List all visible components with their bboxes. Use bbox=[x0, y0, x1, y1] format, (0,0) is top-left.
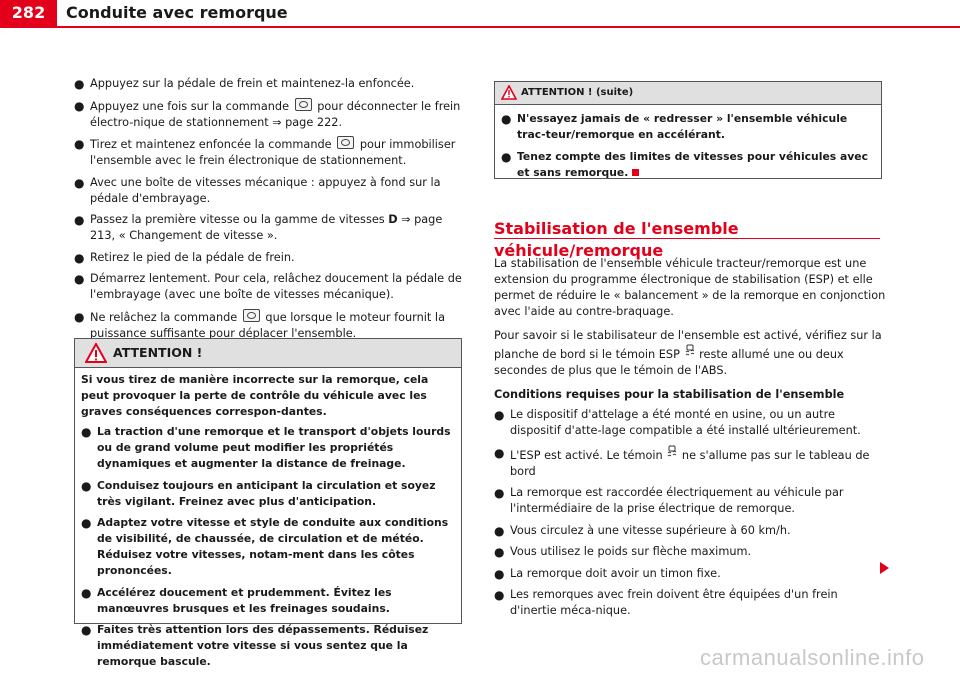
bullet-icon: ● bbox=[74, 175, 85, 190]
section-title: Stabilisation de l'ensemble véhicule/remorque bbox=[494, 219, 739, 260]
warning-triangle-icon bbox=[501, 85, 517, 109]
section-divider bbox=[494, 238, 880, 239]
warning-box bbox=[74, 338, 462, 668]
warning-body bbox=[495, 105, 881, 181]
warning-body bbox=[75, 368, 461, 670]
list-item: ● Vous circulez à une vitesse supérieure à 60 km/h. bbox=[494, 523, 791, 538]
page-number: 282 bbox=[0, 0, 57, 26]
list-item: ● Tenez compte des limites de vitesses pour véhicules avec et sans remorque. bbox=[501, 149, 869, 179]
warning-continued-box bbox=[494, 81, 882, 179]
bullet-icon: ● bbox=[81, 425, 92, 439]
subheading: Conditions requises pour la stabilisation de l'ensemble bbox=[494, 388, 845, 401]
reference-arrow-icon: ⇒ bbox=[272, 115, 282, 129]
warning-header bbox=[75, 339, 461, 368]
list-item: ● La remorque doit avoir un timon fixe. bbox=[494, 566, 721, 581]
esp-warning-light-icon bbox=[684, 344, 696, 361]
list-item: ● L'ESP est activé. Le témoin ne s'allume pas sur le tableau de bord bbox=[494, 445, 870, 478]
bullet-icon: ● bbox=[494, 566, 505, 581]
list-item: ● Vous utilisez le poids sur flèche maximum. bbox=[494, 545, 752, 559]
list-item: ● Retirez le pied de la pédale de frein. bbox=[74, 250, 295, 265]
list-item: ● Les remorques avec frein doivent être équipées d'un frein d'inertie méca-nique. bbox=[494, 588, 838, 617]
bullet-icon: ● bbox=[74, 137, 85, 151]
list-item: ● Tirez et maintenez enfoncée la commande pour immobiliser l'ensemble avec le frein électronique de stationnement. bbox=[74, 137, 456, 167]
list-item: ● Accélérez doucement et prudemment. Évitez les manœuvres brusques et les freinages soudains. bbox=[81, 585, 392, 615]
parking-brake-button-icon bbox=[295, 98, 312, 111]
parking-brake-button-icon bbox=[243, 309, 260, 322]
warning-title: ATTENTION ! bbox=[113, 345, 203, 360]
page-reference-link[interactable]: page 213, « Changement de vitesse ». bbox=[90, 213, 443, 242]
paragraph: La stabilisation de l'ensemble véhicule tracteur/remorque est une extension du programme électronique de stabilisation (ESP) et elle permet de réduire le « balancement » de la remorque en conjonction avec l'aide au contre-braquage. bbox=[494, 257, 886, 318]
bullet-icon: ● bbox=[494, 523, 505, 538]
procedure-steps bbox=[74, 76, 466, 347]
parking-brake-button-icon bbox=[337, 136, 354, 149]
list-item: ● Adaptez votre vitesse et style de conduite aux conditions de visibilité, de chaussée, de circulation et de météo. Réduisez votre vitesses, notam-ment dans les côtes prononcées. bbox=[81, 516, 449, 577]
page-reference-link[interactable]: page 222. bbox=[285, 115, 343, 129]
bullet-icon: ● bbox=[494, 408, 505, 422]
list-item: ● Le dispositif d'attelage a été monté en usine, ou un autre dispositif d'atte-lage compatible a été installé ultérieurement. bbox=[494, 408, 861, 437]
bullet-icon: ● bbox=[81, 623, 92, 637]
watermark: carmanualsonline.info bbox=[700, 645, 925, 670]
bullet-icon: ● bbox=[74, 250, 85, 265]
list-item: ● Faites très attention lors des dépassements. Réduisez immédiatement votre vitesse si vous sentez que la remorque bascule. bbox=[81, 623, 429, 668]
warning-triangle-icon bbox=[85, 343, 107, 373]
warning-title: ATTENTION ! (suite) bbox=[521, 87, 634, 98]
reference-arrow-icon: ⇒ bbox=[401, 213, 411, 226]
list-item: ● Appuyez sur la pédale de frein et maintenez-la enfoncée. bbox=[74, 77, 415, 91]
list-item: ● Avec une boîte de vitesses mécanique : appuyez à fond sur la pédale d'embrayage. bbox=[74, 175, 441, 205]
next-page-arrow-icon[interactable] bbox=[880, 562, 889, 574]
page-header bbox=[0, 0, 960, 28]
bullet-icon: ● bbox=[74, 272, 85, 286]
list-item: ● Conduisez toujours en anticipant la circulation et soyez très vigilant. Freinez avec plus d'anticipation. bbox=[81, 478, 436, 508]
paragraph: Pour savoir si le stabilisateur de l'ensemble est activé, vérifiez sur la planche de bord si le témoin ESP reste allumé une ou deux secondes de plus que le témoin de l'ABS. bbox=[494, 329, 882, 377]
bullet-icon: ● bbox=[81, 585, 92, 600]
bullet-icon: ● bbox=[81, 516, 92, 530]
end-of-section-icon bbox=[632, 169, 639, 176]
header-divider bbox=[0, 26, 960, 28]
list-item: ● La remorque est raccordée électriquement au véhicule par l'intermédiaire de la prise électrique de remorque. bbox=[494, 486, 844, 515]
bullet-icon: ● bbox=[74, 309, 85, 324]
warning-intro: Si vous tirez de manière incorrecte sur la remorque, cela peut provoquer la perte de contrôle du véhicule avec les graves conséquences correspon-dantes. bbox=[81, 373, 429, 418]
list-item: ● N'essayez jamais de « redresser » l'ensemble véhicule trac-teur/remorque en accélérant. bbox=[501, 112, 848, 141]
section-body bbox=[494, 256, 886, 625]
list-item: ● Ne relâchez la commande que lorsque le moteur fournit la puissance suffisante pour déplacer l'ensemble. bbox=[74, 309, 445, 340]
bullet-icon: ● bbox=[74, 98, 85, 113]
bullet-icon: ● bbox=[81, 478, 92, 493]
warning-header bbox=[495, 82, 881, 105]
bullet-icon: ● bbox=[494, 445, 505, 460]
list-item: ● Démarrez lentement. Pour cela, relâchez doucement la pédale de l'embrayage (avec une boîte de vitesses mécanique). bbox=[74, 272, 462, 301]
bullet-icon: ● bbox=[74, 213, 85, 227]
bullet-icon: ● bbox=[494, 486, 505, 500]
list-item: ● Appuyez une fois sur la commande pour déconnecter le frein électro-nique de stationnement ⇒ page 222. bbox=[74, 98, 461, 129]
bullet-icon: ● bbox=[501, 149, 512, 164]
chapter-title: Conduite avec remorque bbox=[66, 3, 288, 22]
list-item: ● Passez la première vitesse ou la gamme de vitesses D ⇒ page 213, « Changement de vitesse ». bbox=[74, 213, 443, 242]
bullet-icon: ● bbox=[494, 545, 505, 559]
bullet-icon: ● bbox=[494, 588, 505, 602]
bullet-icon: ● bbox=[74, 77, 85, 91]
list-item: ● La traction d'une remorque et le transport d'objets lourds ou de grand volume peut modifier les propriétés dynamiques et augmenter la distance de freinage. bbox=[81, 425, 451, 470]
bullet-icon: ● bbox=[501, 112, 512, 126]
esp-warning-light-icon bbox=[666, 445, 678, 462]
